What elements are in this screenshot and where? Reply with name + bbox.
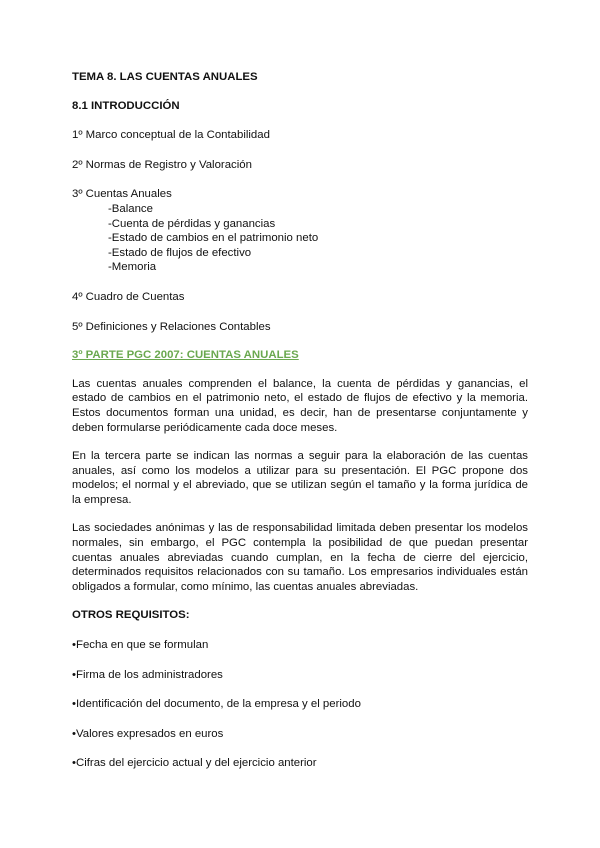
list-item: 3º Cuentas Anuales [72,188,172,201]
list-item: 1º Marco conceptual de la Contabilidad [72,129,270,142]
sub-item-efe: -Estado de flujos de efectivo [108,246,252,259]
pgc-link-heading[interactable]: 3º PARTE PGC 2007: CUENTAS ANUALES [72,349,299,362]
document-title: TEMA 8. LAS CUENTAS ANUALES [72,71,258,83]
requirement-item: •Identificación del documento, de la empresa y el periodo [72,698,361,711]
document-body [72,70,528,771]
list-item: 2º Normas de Registro y Valoración [72,158,252,171]
requirement-item: •Cifras del ejercicio actual y del ejercicio anterior [72,757,317,770]
list-item: 5º Definiciones y Relaciones Contables [72,320,271,333]
list-item: 4º Cuadro de Cuentas [72,290,185,303]
requirement-item: •Fecha en que se formulan [72,639,209,652]
requirement-item: •Valores expresados en euros [72,727,224,740]
paragraph: Las sociedades anónimas y las de responsabilidad limitada deben presentar los modelos normales, sin embargo, el PGC contempla la posibilidad de que puedan presentar cuentas anuales abreviadas cuando cumplan, en la fecha de cierre del ejercicio, determinados requisitos relacionados con su tamaño. Los empresarios individuales están obligados a formular, como mínimo, las cuentas anuales abreviadas. [72,522,528,593]
section-heading: 8.1 INTRODUCCIÓN [72,99,180,112]
paragraph: Las cuentas anuales comprenden el balance, la cuenta de pérdidas y ganancias, el estado de cambios en el patrimonio neto, el estado de flujos de efectivo y la memoria. Estos documentos forman una unidad, es decir, han de presentarse conjuntamente y deben formularse periódicamente cada doce meses. [72,377,528,434]
sub-item-memoria: -Memoria [108,261,157,274]
sub-item-balance: -Balance [108,202,153,215]
paragraph: En la tercera parte se indican las normas a seguir para la elaboración de las cuentas anuales, así como los modelos a utilizar para su presentación. El PGC propone dos modelos; el normal y el abreviado, que se utilizan según el tamaño y la forma jurídica de la empresa. [72,450,528,506]
requirement-item: •Firma de los administradores [72,668,223,681]
requirements-heading: OTROS REQUISITOS: [72,609,190,622]
sub-item-ecpn: -Estado de cambios en el patrimonio neto [108,232,319,245]
sub-item-pyg: -Cuenta de pérdidas y ganancias [108,217,276,230]
